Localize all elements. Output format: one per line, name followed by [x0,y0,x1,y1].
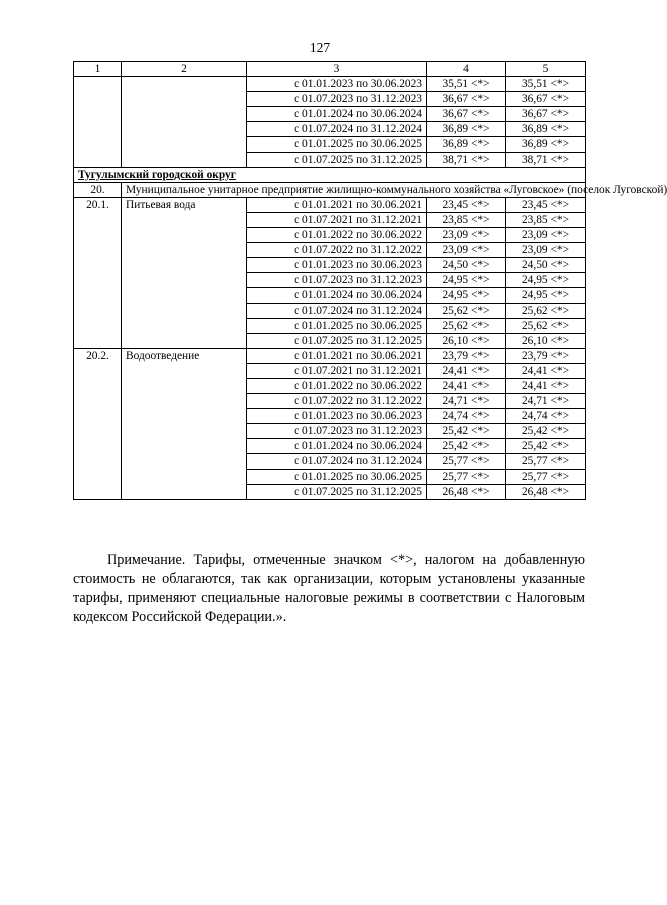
tariff-value-cell: 24,71 <*> [427,394,506,409]
tariff-value-cell: 35,51 <*> [506,77,586,92]
period-cell: с 01.07.2025 по 31.12.2025 [247,333,427,348]
period-cell: с 01.01.2024 по 30.06.2024 [247,288,427,303]
period-cell: с 01.07.2024 по 31.12.2024 [247,122,427,137]
tariff-value-cell: 36,89 <*> [427,137,506,152]
page-number: 127 [309,40,331,55]
section-row [74,167,586,182]
period-cell: с 01.01.2023 по 30.06.2023 [247,77,427,92]
tariff-value-cell: 23,79 <*> [506,348,586,363]
period-cell: с 01.01.2021 по 30.06.2021 [247,197,427,212]
tariff-value-cell: 36,67 <*> [506,92,586,107]
period-cell: с 01.07.2022 по 31.12.2022 [247,243,427,258]
tariff-value-cell: 25,77 <*> [506,469,586,484]
tariff-value-cell: 24,50 <*> [427,258,506,273]
period-cell: с 01.01.2025 по 30.06.2025 [247,469,427,484]
period-cell: с 01.07.2025 по 31.12.2025 [247,484,427,499]
tariff-value-cell: 26,48 <*> [427,484,506,499]
period-cell: с 01.07.2025 по 31.12.2025 [247,152,427,167]
table-body [74,77,667,500]
tariff-value-cell: 24,74 <*> [506,409,586,424]
tariff-value-cell: 38,71 <*> [427,152,506,167]
empty-name-cell [122,77,247,168]
period-cell: с 01.07.2022 по 31.12.2022 [247,394,427,409]
column-header-1: 1 [74,62,122,77]
tariff-value-cell: 24,74 <*> [427,409,506,424]
service-number: 20.1. [74,197,122,348]
tariff-value-cell: 36,67 <*> [427,107,506,122]
tariff-value-cell: 23,45 <*> [427,197,506,212]
tariff-value-cell: 23,85 <*> [506,212,586,227]
tariff-value-cell: 23,09 <*> [506,228,586,243]
tariff-value-cell: 36,89 <*> [427,122,506,137]
period-cell: с 01.07.2021 по 31.12.2021 [247,212,427,227]
tariff-value-cell: 24,95 <*> [506,288,586,303]
organization-row [74,182,586,197]
tariff-value-cell: 36,67 <*> [506,107,586,122]
tariff-value-cell: 24,41 <*> [427,363,506,378]
organization-name: Муниципальное унитарное предприятие жилищно-коммунального хозяйства «Луговское» (поселок Луговской) [122,182,586,197]
tariff-value-cell: 35,51 <*> [427,77,506,92]
tariff-value-cell: 25,62 <*> [506,303,586,318]
period-cell: с 01.01.2023 по 30.06.2023 [247,409,427,424]
tariff-table [73,61,667,500]
period-cell: с 01.01.2024 по 30.06.2024 [247,107,427,122]
tariff-value-cell: 23,09 <*> [506,243,586,258]
tariff-value-cell: 23,09 <*> [427,243,506,258]
tariff-value-cell: 25,42 <*> [427,424,506,439]
tariff-value-cell: 23,79 <*> [427,348,506,363]
period-cell: с 01.07.2023 по 31.12.2023 [247,92,427,107]
tariff-value-cell: 25,62 <*> [427,303,506,318]
tariff-value-cell: 25,42 <*> [506,439,586,454]
section-title: Тугулымский городской округ [74,167,586,182]
tariff-value-cell: 24,95 <*> [427,273,506,288]
period-cell: с 01.07.2024 по 31.12.2024 [247,303,427,318]
tariff-value-cell: 25,62 <*> [506,318,586,333]
empty-number-cell [74,77,122,168]
tariff-value-cell: 36,67 <*> [427,92,506,107]
table-row [74,77,586,92]
tariff-value-cell: 23,45 <*> [506,197,586,212]
period-cell: с 01.01.2022 по 30.06.2022 [247,378,427,393]
tariff-value-cell: 24,41 <*> [427,378,506,393]
tariff-value-cell: 23,85 <*> [427,212,506,227]
service-name: Питьевая вода [122,197,247,348]
tariff-value-cell: 24,41 <*> [506,363,586,378]
service-number: 20.2. [74,348,122,499]
tariff-value-cell: 25,42 <*> [427,439,506,454]
tariff-value-cell: 26,10 <*> [506,333,586,348]
period-cell: с 01.01.2021 по 30.06.2021 [247,348,427,363]
column-header-3: 3 [247,62,427,77]
tariff-value-cell: 26,10 <*> [427,333,506,348]
period-cell: с 01.07.2024 по 31.12.2024 [247,454,427,469]
tariff-value-cell: 25,77 <*> [506,454,586,469]
period-cell: с 01.07.2023 по 31.12.2023 [247,424,427,439]
period-cell: с 01.07.2021 по 31.12.2021 [247,363,427,378]
column-header-2: 2 [122,62,247,77]
column-header-5: 5 [506,62,586,77]
tariff-value-cell: 24,41 <*> [506,378,586,393]
period-cell: с 01.01.2025 по 30.06.2025 [247,137,427,152]
period-cell: с 01.07.2023 по 31.12.2023 [247,273,427,288]
tariff-value-cell: 25,62 <*> [427,318,506,333]
tariff-value-cell: 36,89 <*> [506,137,586,152]
organization-number: 20. [74,182,122,197]
tariff-value-cell: 24,50 <*> [506,258,586,273]
service-name: Водоотведение [122,348,247,499]
period-cell: с 01.01.2024 по 30.06.2024 [247,439,427,454]
footnote: Примечание. Тарифы, отмеченные значком <*>, налогом на добавленную стоимость не облагаются, так как организации, которым установлены указанные тарифы, применяют специальные налоговые режимы в соответствии с Налоговым кодексом Российской Федерации.». [73,552,585,625]
period-cell: с 01.01.2022 по 30.06.2022 [247,228,427,243]
tariff-value-cell: 26,48 <*> [506,484,586,499]
table-row [74,197,586,212]
header-row [74,62,586,77]
period-cell: с 01.01.2023 по 30.06.2023 [247,258,427,273]
table-row [74,348,586,363]
tariff-value-cell: 25,42 <*> [506,424,586,439]
tariff-value-cell: 25,77 <*> [427,454,506,469]
tariff-value-cell: 24,95 <*> [506,273,586,288]
column-header-4: 4 [427,62,506,77]
tariff-value-cell: 24,95 <*> [427,288,506,303]
period-cell: с 01.01.2025 по 30.06.2025 [247,318,427,333]
tariff-value-cell: 25,77 <*> [427,469,506,484]
tariff-value-cell: 36,89 <*> [506,122,586,137]
tariff-value-cell: 23,09 <*> [427,228,506,243]
tariff-value-cell: 38,71 <*> [506,152,586,167]
tariff-value-cell: 24,71 <*> [506,394,586,409]
